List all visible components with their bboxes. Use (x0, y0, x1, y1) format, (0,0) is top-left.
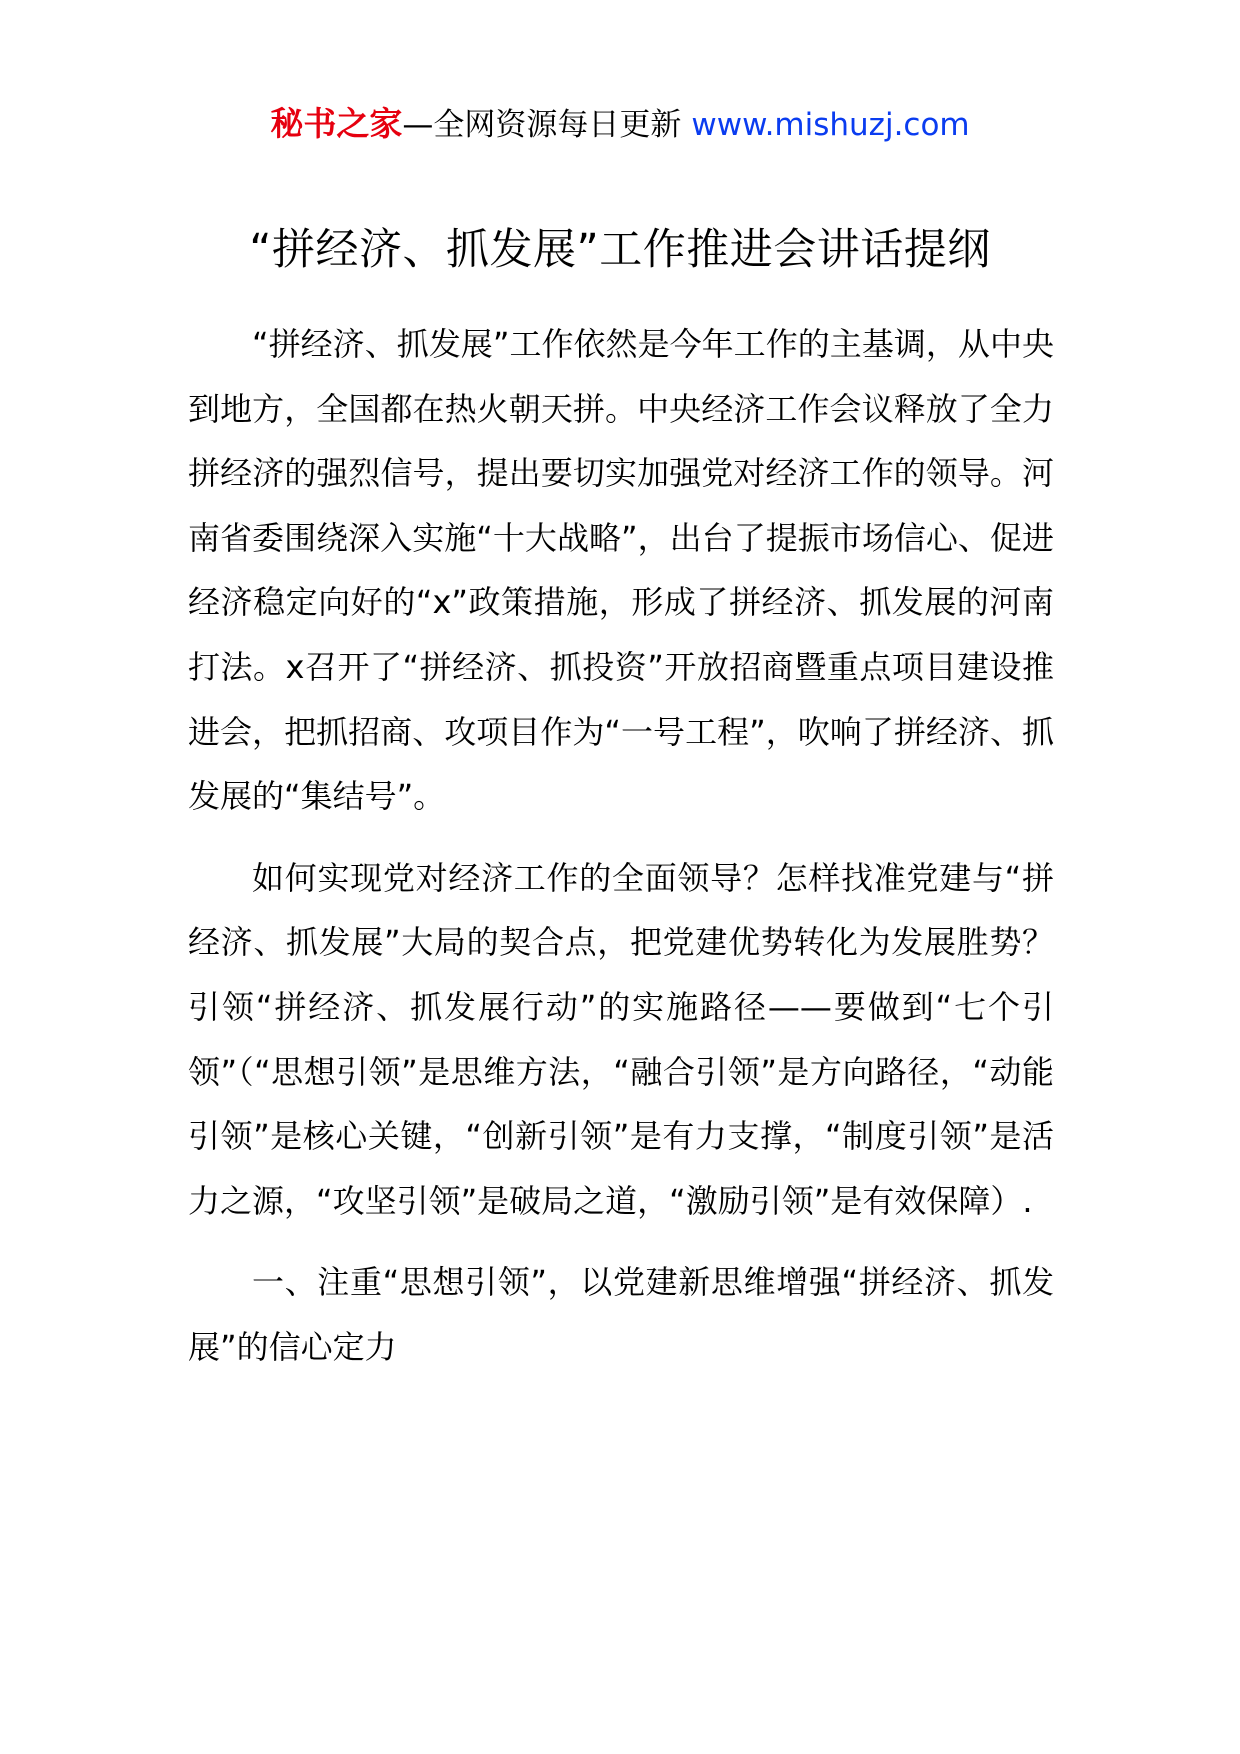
document-body (188, 312, 1054, 1397)
header-banner (0, 100, 1240, 149)
paragraph-intro: “拼经济、抓发展”工作依然是今年工作的主基调，从中央到地方，全国都在热火朝天拼。中央经济工作会议释放了全力拼经济的强烈信号，提出要切实加强党对经济工作的领导。河南省委围绕深入实施“十大战略”，出台了提振市场信心、促进经济稳定向好的“x”政策措施，形成了拼经济、抓发展的河南打法。x召开了“拼经济、抓投资”开放招商暨重点项目建设推进会，把抓招商、攻项目作为“一号工程”，吹响了拼经济、抓发展的“集结号”。 (188, 325, 1054, 816)
banner-url-link[interactable]: www.mishuzj.com (691, 107, 970, 143)
paragraph-questions: 如何实现党对经济工作的全面领导？怎样找准党建与“拼经济、抓发展”大局的契合点，把党建优势转化为发展胜势？引领“拼经济、抓发展行动”的实施路径——要做到“七个引领”（“思想引领”是思维方法，“融合引领”是方向路径，“动能引领”是核心关键，“创新引领”是有力支撑，“制度引领”是活力之源，“攻坚引领”是破局之道，“激励引领”是有效保障）. (188, 858, 1054, 1220)
section-heading-1: 一、注重“思想引领”，以党建新思维增强“拼经济、抓发展”的信心定力 (188, 1263, 1054, 1366)
banner-tagline: —全网资源每日更新 (402, 107, 682, 143)
banner-brand: 秘书之家 (270, 104, 403, 143)
document-title: “拼经济、抓发展”工作推进会讲话提纲 (249, 225, 991, 275)
